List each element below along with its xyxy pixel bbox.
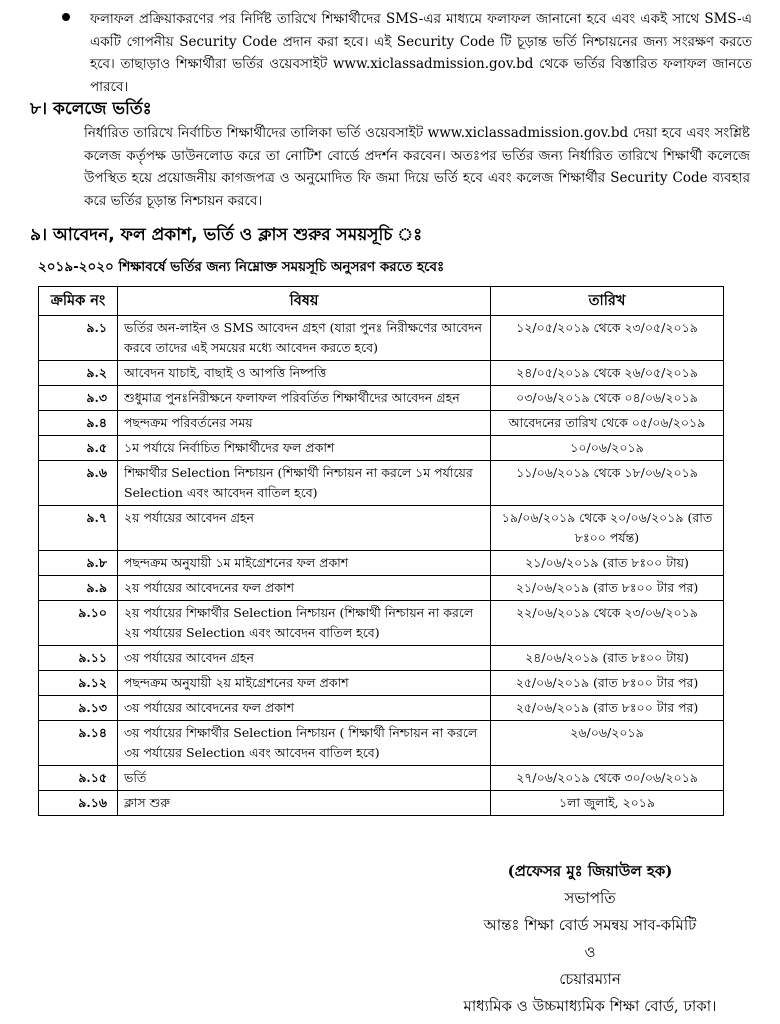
- table-row: [39, 671, 724, 696]
- table-row: [39, 766, 724, 791]
- section-8-heading: ৮। কলেজে ভর্তিঃ: [30, 99, 152, 119]
- cell-date: ১লা জুলাই, ২০১৯: [491, 791, 724, 816]
- cell-serial: ৯.১৫: [39, 766, 118, 791]
- table-row: [39, 646, 724, 671]
- table-row: [39, 506, 724, 551]
- cell-topic: আবেদন যাচাই, বাছাই ও আপত্তি নিষ্পত্তি: [118, 361, 491, 386]
- signatory-title-4: মাধ্যমিক ও উচ্চমাধ্যমিক শিক্ষা বোর্ড, ঢাকা।: [463, 997, 717, 1015]
- cell-serial: ৯.১৩: [39, 696, 118, 721]
- cell-date: ১৯/০৬/২০১৯ থেকে ২০/০৬/২০১৯ (রাত ৮ঃ০০ পর্যন্ত): [491, 506, 724, 551]
- cell-topic: ভর্তি: [118, 766, 491, 791]
- cell-serial: ৯.১২: [39, 671, 118, 696]
- result-notice-bullet: [62, 8, 752, 98]
- cell-serial: ৯.১৬: [39, 791, 118, 816]
- cell-topic: ক্লাস শুরু: [118, 791, 491, 816]
- cell-topic: ২য় পর্যায়ের আবেদনের ফল প্রকাশ: [118, 576, 491, 601]
- cell-serial: ৯.৩: [39, 386, 118, 411]
- cell-topic: পছন্দক্রম অনুযায়ী ১ম মাইগ্রেশনের ফল প্রকাশ: [118, 551, 491, 576]
- cell-date: ০৩/০৬/২০১৯ থেকে ০৪/০৬/২০১৯: [491, 386, 724, 411]
- cell-topic: পছন্দক্রম পরিবর্তনের সময়: [118, 411, 491, 436]
- cell-date: ২৫/০৬/২০১৯ (রাত ৮ঃ০০ টার পর): [491, 671, 724, 696]
- signature-block: [440, 858, 740, 1020]
- table-row: [39, 576, 724, 601]
- schedule-table: [38, 286, 724, 816]
- cell-serial: ৯.৯: [39, 576, 118, 601]
- cell-serial: ৯.১: [39, 316, 118, 361]
- header-topic: বিষয়: [118, 287, 491, 316]
- cell-serial: ৯.৬: [39, 461, 118, 506]
- schedule-intro: ২০১৯-২০২০ শিক্ষাবর্ষে ভর্তির জন্য নিম্নোক্ত সময়সূচি অনুসরণ করতে হবেঃ: [38, 259, 445, 275]
- cell-serial: ৯.১০: [39, 601, 118, 646]
- cell-date: ২৫/০৬/২০১৯ (রাত ৮ঃ০০ টার পর): [491, 696, 724, 721]
- cell-serial: ৯.৮: [39, 551, 118, 576]
- header-date: তারিখ: [491, 287, 724, 316]
- cell-serial: ৯.১৪: [39, 721, 118, 766]
- section-9-heading: ৯। আবেদন, ফল প্রকাশ, ভর্তি ও ক্লাস শুরুর সময়সূচি ঃ: [30, 225, 423, 245]
- cell-date: ১০/০৬/২০১৯: [491, 436, 724, 461]
- cell-topic: ৩য় পর্যায়ের শিক্ষার্থীর Selection নিশ্চায়ন ( শিক্ষার্থী নিশ্চায়ন না করলে ৩য় পর্যায়ের Selection এবং আবেদন বাতিল হবে): [118, 721, 491, 766]
- cell-topic: ভর্তির অন-লাইন ও SMS আবেদন গ্রহণ (যারা পুনঃ নিরীক্ষণের আবেদন করবে তাদের এই সময়ের মধ্যে আবেদন করতে হবে): [118, 316, 491, 361]
- cell-date: ২৬/০৬/২০১৯: [491, 721, 724, 766]
- cell-serial: ৯.৭: [39, 506, 118, 551]
- bullet-text: ফলাফল প্রক্রিয়াকরণের পর নির্দিষ্ট তারিখে শিক্ষার্থীদের SMS-এর মাধ্যমে ফলাফল জানানো হবে এবং একই সাথে SMS-এ একটি গোপনীয় Security Code প্রদান করা হবে। এই Security Code টি চূড়ান্ত ভর্তি নিশ্চায়নের জন্য সংরক্ষণ করতে হবে। তাছাড়াও শিক্ষার্থীরা ভর্তির ওয়েবসাইট www.xiclassadmission.gov.bd থেকে ভর্তির বিস্তারিত ফলাফল জানতে পারবে।: [90, 11, 752, 95]
- cell-serial: ৯.২: [39, 361, 118, 386]
- cell-topic: পছন্দক্রম অনুযায়ী ২য় মাইগ্রেশনের ফল প্রকাশ: [118, 671, 491, 696]
- signatory-title-3: চেয়ারম্যান: [559, 970, 621, 988]
- table-row: [39, 436, 724, 461]
- table-row: [39, 361, 724, 386]
- cell-topic: ৩য় পর্যায়ের আবেদনের ফল প্রকাশ: [118, 696, 491, 721]
- cell-date: ২১/০৬/২০১৯ (রাত ৮ঃ০০ টায়): [491, 551, 724, 576]
- table-row: [39, 411, 724, 436]
- table-row: [39, 551, 724, 576]
- cell-topic: ৩য় পর্যায়ের আবেদন গ্রহন: [118, 646, 491, 671]
- cell-date: ২২/০৬/২০১৯ থেকে ২৩/০৬/২০১৯: [491, 601, 724, 646]
- signatory-title-1: সভাপতি: [564, 889, 616, 907]
- signatory-name: (প্রফেসর মুঃ জিয়াউল হক): [507, 862, 673, 880]
- cell-date: ১১/০৬/২০১৯ থেকে ১৮/০৬/২০১৯: [491, 461, 724, 506]
- table-header-row: [39, 287, 724, 316]
- signatory-conjunction: ও: [584, 943, 596, 961]
- table-row: [39, 316, 724, 361]
- signatory-title-2: আন্তঃ শিক্ষা বোর্ড সমন্বয় সাব-কমিটি: [483, 916, 697, 934]
- cell-date: ২৭/০৬/২০১৯ থেকে ৩০/০৬/২০১৯: [491, 766, 724, 791]
- bullet-dot-icon: [62, 13, 70, 21]
- cell-date: ২১/০৬/২০১৯ (রাত ৮ঃ০০ টার পর): [491, 576, 724, 601]
- table-row: [39, 791, 724, 816]
- cell-topic: শুধুমাত্র পুনঃনিরীক্ষনে ফলাফল পরিবর্তিত শিক্ষার্থীদের আবেদন গ্রহন: [118, 386, 491, 411]
- cell-topic: ২য় পর্যায়ের আবেদন গ্রহন: [118, 506, 491, 551]
- table-row: [39, 721, 724, 766]
- cell-topic: ১ম পর্যায়ে নির্বাচিত শিক্ষার্থীদের ফল প্রকাশ: [118, 436, 491, 461]
- section-8-text: নির্ধারিত তারিখে নির্বাচিত শিক্ষার্থীদের তালিকা ভর্তি ওয়েবসাইট www.xiclassadmission.gov.bd দেয়া হবে এবং সংশ্লিষ্ট কলেজ কর্তৃপক্ষ ডাউনলোড করে তা নোটিশ বোর্ডে প্রদর্শন করবেন। অতঃপর ভর্তির জন্য নির্ধারিত তারিখে শিক্ষার্থী কলেজে উপস্থিত হয়ে প্রয়োজনীয় কাগজপত্র ও অনুমোদিত ফি জমা দিয়ে ভর্তি হবে এবং কলেজ শিক্ষার্থীর Security Code ব্যবহার করে ভর্তির চূড়ান্ত নিশ্চায়ন করবে।: [84, 125, 750, 209]
- cell-serial: ৯.৪: [39, 411, 118, 436]
- table-row: [39, 696, 724, 721]
- cell-topic: শিক্ষার্থীর Selection নিশ্চায়ন (শিক্ষার্থী নিশ্চায়ন না করলে ১ম পর্যায়ের Selection এবং আবেদন বাতিল হবে): [118, 461, 491, 506]
- cell-date: ২৪/০৬/২০১৯ (রাত ৮ঃ০০ টায়): [491, 646, 724, 671]
- table-row: [39, 461, 724, 506]
- cell-serial: ৯.৫: [39, 436, 118, 461]
- cell-date: ২৪/০৫/২০১৯ থেকে ২৬/০৫/২০১৯: [491, 361, 724, 386]
- cell-serial: ৯.১১: [39, 646, 118, 671]
- header-serial: ক্রমিক নং: [39, 287, 118, 316]
- table-row: [39, 601, 724, 646]
- cell-date: ১২/০৫/২০১৯ থেকে ২৩/০৫/২০১৯: [491, 316, 724, 361]
- table-row: [39, 386, 724, 411]
- cell-date: আবেদনের তারিখ থেকে ০৫/০৬/২০১৯: [491, 411, 724, 436]
- cell-topic: ২য় পর্যায়ের শিক্ষার্থীর Selection নিশ্চায়ন (শিক্ষার্থী নিশ্চায়ন না করলে ২য় পর্যায়ের Selection এবং আবেদন বাতিল হবে): [118, 601, 491, 646]
